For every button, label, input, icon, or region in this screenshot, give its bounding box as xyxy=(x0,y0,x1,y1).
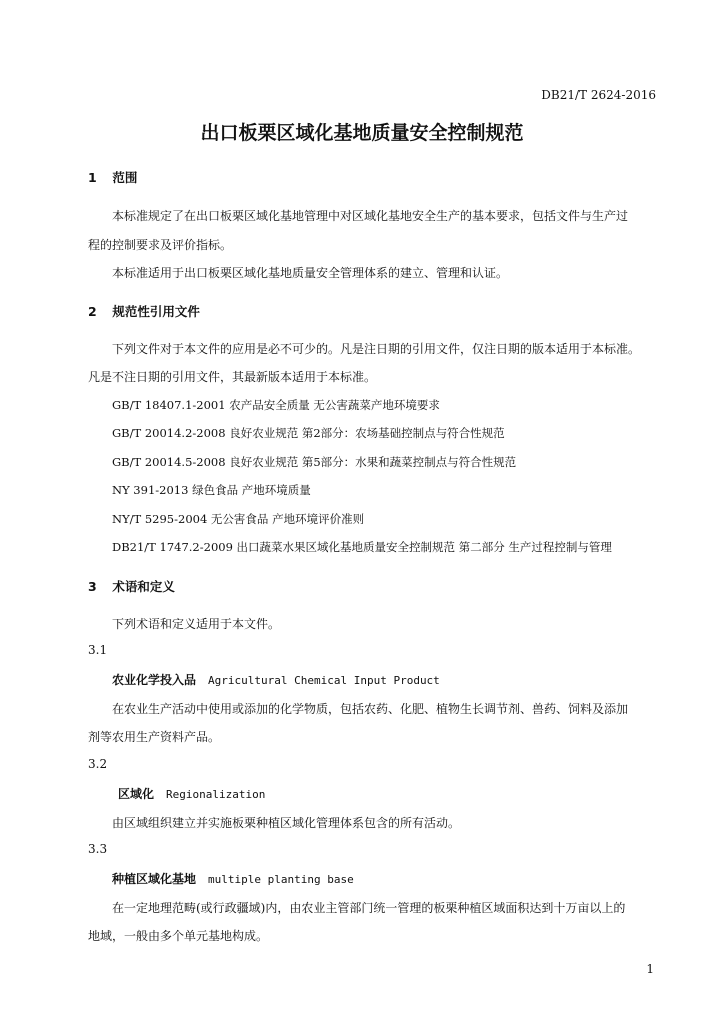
term-en: Regionalization xyxy=(166,788,266,801)
reference-item: GB/T 20014.5-2008 良好农业规范 第5部分：水果和蔬菜控制点与符合性规范 xyxy=(112,455,517,469)
section-number: 3 xyxy=(88,579,97,594)
paragraph-line: 下列文件对于本文件的应用是必不可少的。凡是注日期的引用文件，仅注日期的版本适用于本标准。 xyxy=(112,342,641,356)
section-1-heading xyxy=(88,168,137,186)
section-number: 1 xyxy=(88,170,97,185)
term-number: 3.2 xyxy=(88,757,108,771)
paragraph-line: 下列术语和定义适用于本文件。 xyxy=(112,617,281,631)
term-entry xyxy=(118,785,265,802)
section-2-heading xyxy=(88,302,200,320)
paragraph-line: 本标准适用于出口板栗区域化基地质量安全管理体系的建立、管理和认证。 xyxy=(112,266,509,280)
paragraph-line: 本标准规定了在出口板栗区域化基地管理中对区域化基地安全生产的基本要求，包括文件与生产过 xyxy=(112,209,629,223)
document-title: 出口板栗区域化基地质量安全控制规范 xyxy=(200,122,524,144)
section-title: 规范性引用文件 xyxy=(112,304,200,319)
term-cn: 农业化学投入品 xyxy=(112,673,197,687)
paragraph-line: 在一定地理范畴(或行政疆域)内，由农业主管部门统一管理的板栗种植区域面积达到十万亩以上的 xyxy=(112,901,626,915)
standard-number: DB21/T 2624-2016 xyxy=(541,88,656,102)
paragraph-line: 剂等农用生产资料产品。 xyxy=(88,730,221,744)
term-number: 3.1 xyxy=(88,643,108,657)
term-en: Agricultural Chemical Input Product xyxy=(208,674,440,687)
paragraph-line: 由区域组织建立并实施板栗种植区域化管理体系包含的所有活动。 xyxy=(112,816,461,830)
term-cn: 种植区域化基地 xyxy=(112,872,197,886)
section-3-heading xyxy=(88,577,175,595)
section-title: 范围 xyxy=(112,170,138,185)
term-entry xyxy=(112,671,440,688)
term-entry xyxy=(112,870,354,887)
section-number: 2 xyxy=(88,304,97,319)
term-cn: 区域化 xyxy=(118,787,155,801)
paragraph-line: 凡是不注日期的引用文件，其最新版本适用于本标准。 xyxy=(88,370,377,384)
term-en: multiple planting base xyxy=(208,873,354,886)
section-title: 术语和定义 xyxy=(112,579,175,594)
reference-item: NY/T 5295-2004 无公害食品 产地环境评价准则 xyxy=(112,512,365,526)
term-number: 3.3 xyxy=(88,842,108,856)
reference-item: NY 391-2013 绿色食品 产地环境质量 xyxy=(112,483,311,497)
paragraph-line: 地域，一般由多个单元基地构成。 xyxy=(88,929,269,943)
page-number: 1 xyxy=(646,962,654,976)
reference-item: GB/T 20014.2-2008 良好农业规范 第2部分：农场基础控制点与符合性规范 xyxy=(112,426,505,440)
paragraph-line: 在农业生产活动中使用或添加的化学物质，包括农药、化肥、植物生长调节剂、兽药、饲料及添加 xyxy=(112,702,629,716)
paragraph-line: 程的控制要求及评价指标。 xyxy=(88,238,233,252)
reference-item: GB/T 18407.1-2001 农产品安全质量 无公害蔬菜产地环境要求 xyxy=(112,398,440,412)
reference-item: DB21/T 1747.2-2009 出口蔬菜水果区域化基地质量安全控制规范 第二部分 生产过程控制与管理 xyxy=(112,540,612,554)
